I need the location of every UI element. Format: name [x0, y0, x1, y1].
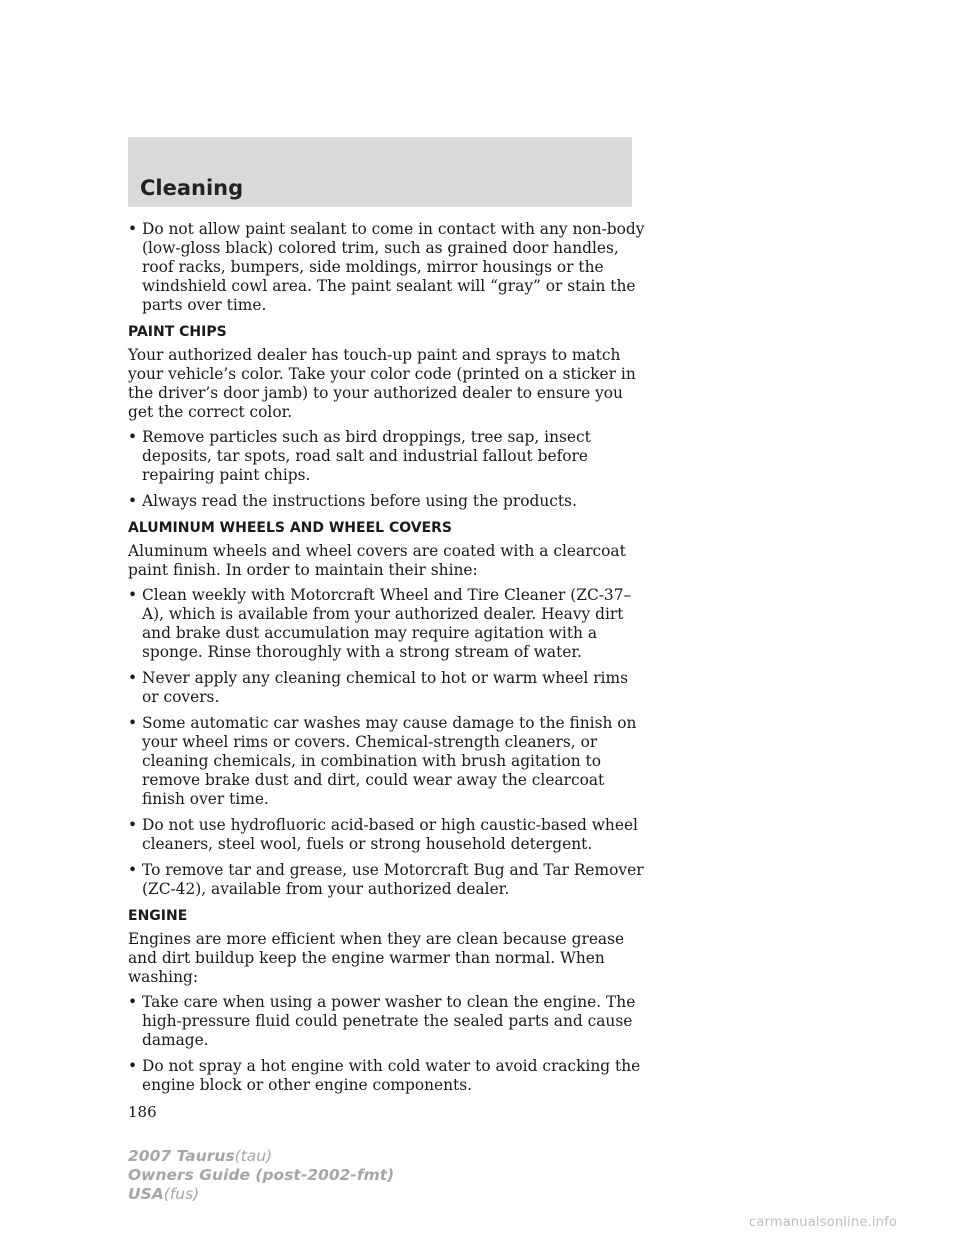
- section-heading: [128, 907, 648, 925]
- bullet-marker: •: [128, 428, 138, 446]
- page-content: [128, 220, 648, 1122]
- bullet-marker: •: [128, 861, 138, 879]
- footer-market: USA: [128, 1185, 164, 1203]
- bullet-marker: •: [128, 220, 138, 238]
- footer-model-code: (tau): [234, 1147, 273, 1165]
- bullet-item: [128, 492, 648, 511]
- block-text: Some automatic car washes may cause damage to the finish on your wheel rims or covers. Chemical-strength cleaners, or cleaning chemicals, in combination with brush agitation to remove brake dust and dirt, could wear away the clearcoat finish over time.: [142, 714, 637, 808]
- block-text: Always read the instructions before using the products.: [142, 492, 577, 510]
- bullet-marker: •: [128, 993, 138, 1011]
- block-text: To remove tar and grease, use Motorcraft Bug and Tar Remover (ZC-42), available from your authorized dealer.: [142, 861, 644, 898]
- block-text: Never apply any cleaning chemical to hot or warm wheel rims or covers.: [142, 669, 628, 706]
- block-text: Your authorized dealer has touch-up paint and sprays to match your vehicle’s color. Take your color code (printed on a sticker in the driver’s door jamb) to your authorized dealer to ensure you get the correct color.: [128, 346, 636, 421]
- block-text: Take care when using a power washer to clean the engine. The high-pressure fluid could penetrate the sealed parts and cause damage.: [142, 993, 636, 1049]
- bullet-marker: •: [128, 586, 138, 604]
- footer-market-code: (fus): [163, 1185, 200, 1203]
- blocks-container: [128, 220, 648, 1095]
- bullet-marker: •: [128, 714, 138, 732]
- block-text: Remove particles such as bird droppings, tree sap, insect deposits, tar spots, road salt and industrial fallout before repairing paint chips.: [142, 428, 591, 484]
- bullet-item: [128, 1057, 648, 1095]
- block-text: Clean weekly with Motorcraft Wheel and Tire Cleaner (ZC-37–A), which is available from your authorized dealer. Heavy dirt and brake dust accumulation may require agitation with a sponge. Rinse thoroughly with a strong stream of water.: [142, 586, 632, 661]
- bullet-item: [128, 714, 648, 809]
- block-text: Aluminum wheels and wheel covers are coated with a clearcoat paint finish. In order to maintain their shine:: [128, 542, 626, 579]
- document-footer: [128, 1147, 394, 1204]
- bullet-item: [128, 669, 648, 707]
- bullet-item: [128, 220, 648, 315]
- block-text: ENGINE: [128, 908, 188, 924]
- footer-guide: Owners Guide (post-2002-fmt): [128, 1166, 395, 1184]
- bullet-item: [128, 428, 648, 485]
- bullet-marker: •: [128, 816, 138, 834]
- section-heading: [128, 519, 648, 537]
- bullet-item: [128, 993, 648, 1050]
- bullet-item: [128, 586, 648, 662]
- bullet-item: [128, 861, 648, 899]
- block-text: ALUMINUM WHEELS AND WHEEL COVERS: [128, 520, 453, 536]
- paragraph: [128, 930, 648, 987]
- page-number: 186: [128, 1103, 157, 1121]
- bullet-marker: •: [128, 492, 138, 510]
- bullet-marker: •: [128, 669, 138, 687]
- footer-model: 2007 Taurus: [128, 1147, 235, 1165]
- bullet-item: [128, 816, 648, 854]
- watermark[interactable]: carmanualsonline.info: [749, 1215, 898, 1230]
- block-text: Do not allow paint sealant to come in contact with any non-body (low-gloss black) colored trim, such as grained door handles, roof racks, bumpers, side moldings, mirror housings or the windshield cowl area. The paint sealant will “gray” or stain the parts over time.: [142, 220, 645, 314]
- block-text: Engines are more efficient when they are clean because grease and dirt buildup keep the engine warmer than normal. When washing:: [128, 930, 625, 986]
- section-title: Cleaning: [140, 176, 244, 200]
- block-text: Do not use hydrofluoric acid-based or high caustic-based wheel cleaners, steel wool, fuels or strong household detergent.: [142, 816, 638, 853]
- paragraph: [128, 346, 648, 422]
- block-text: Do not spray a hot engine with cold water to avoid cracking the engine block or other engine components.: [142, 1057, 641, 1094]
- block-text: PAINT CHIPS: [128, 324, 227, 340]
- section-heading: [128, 323, 648, 341]
- bullet-marker: •: [128, 1057, 138, 1075]
- paragraph: [128, 542, 648, 580]
